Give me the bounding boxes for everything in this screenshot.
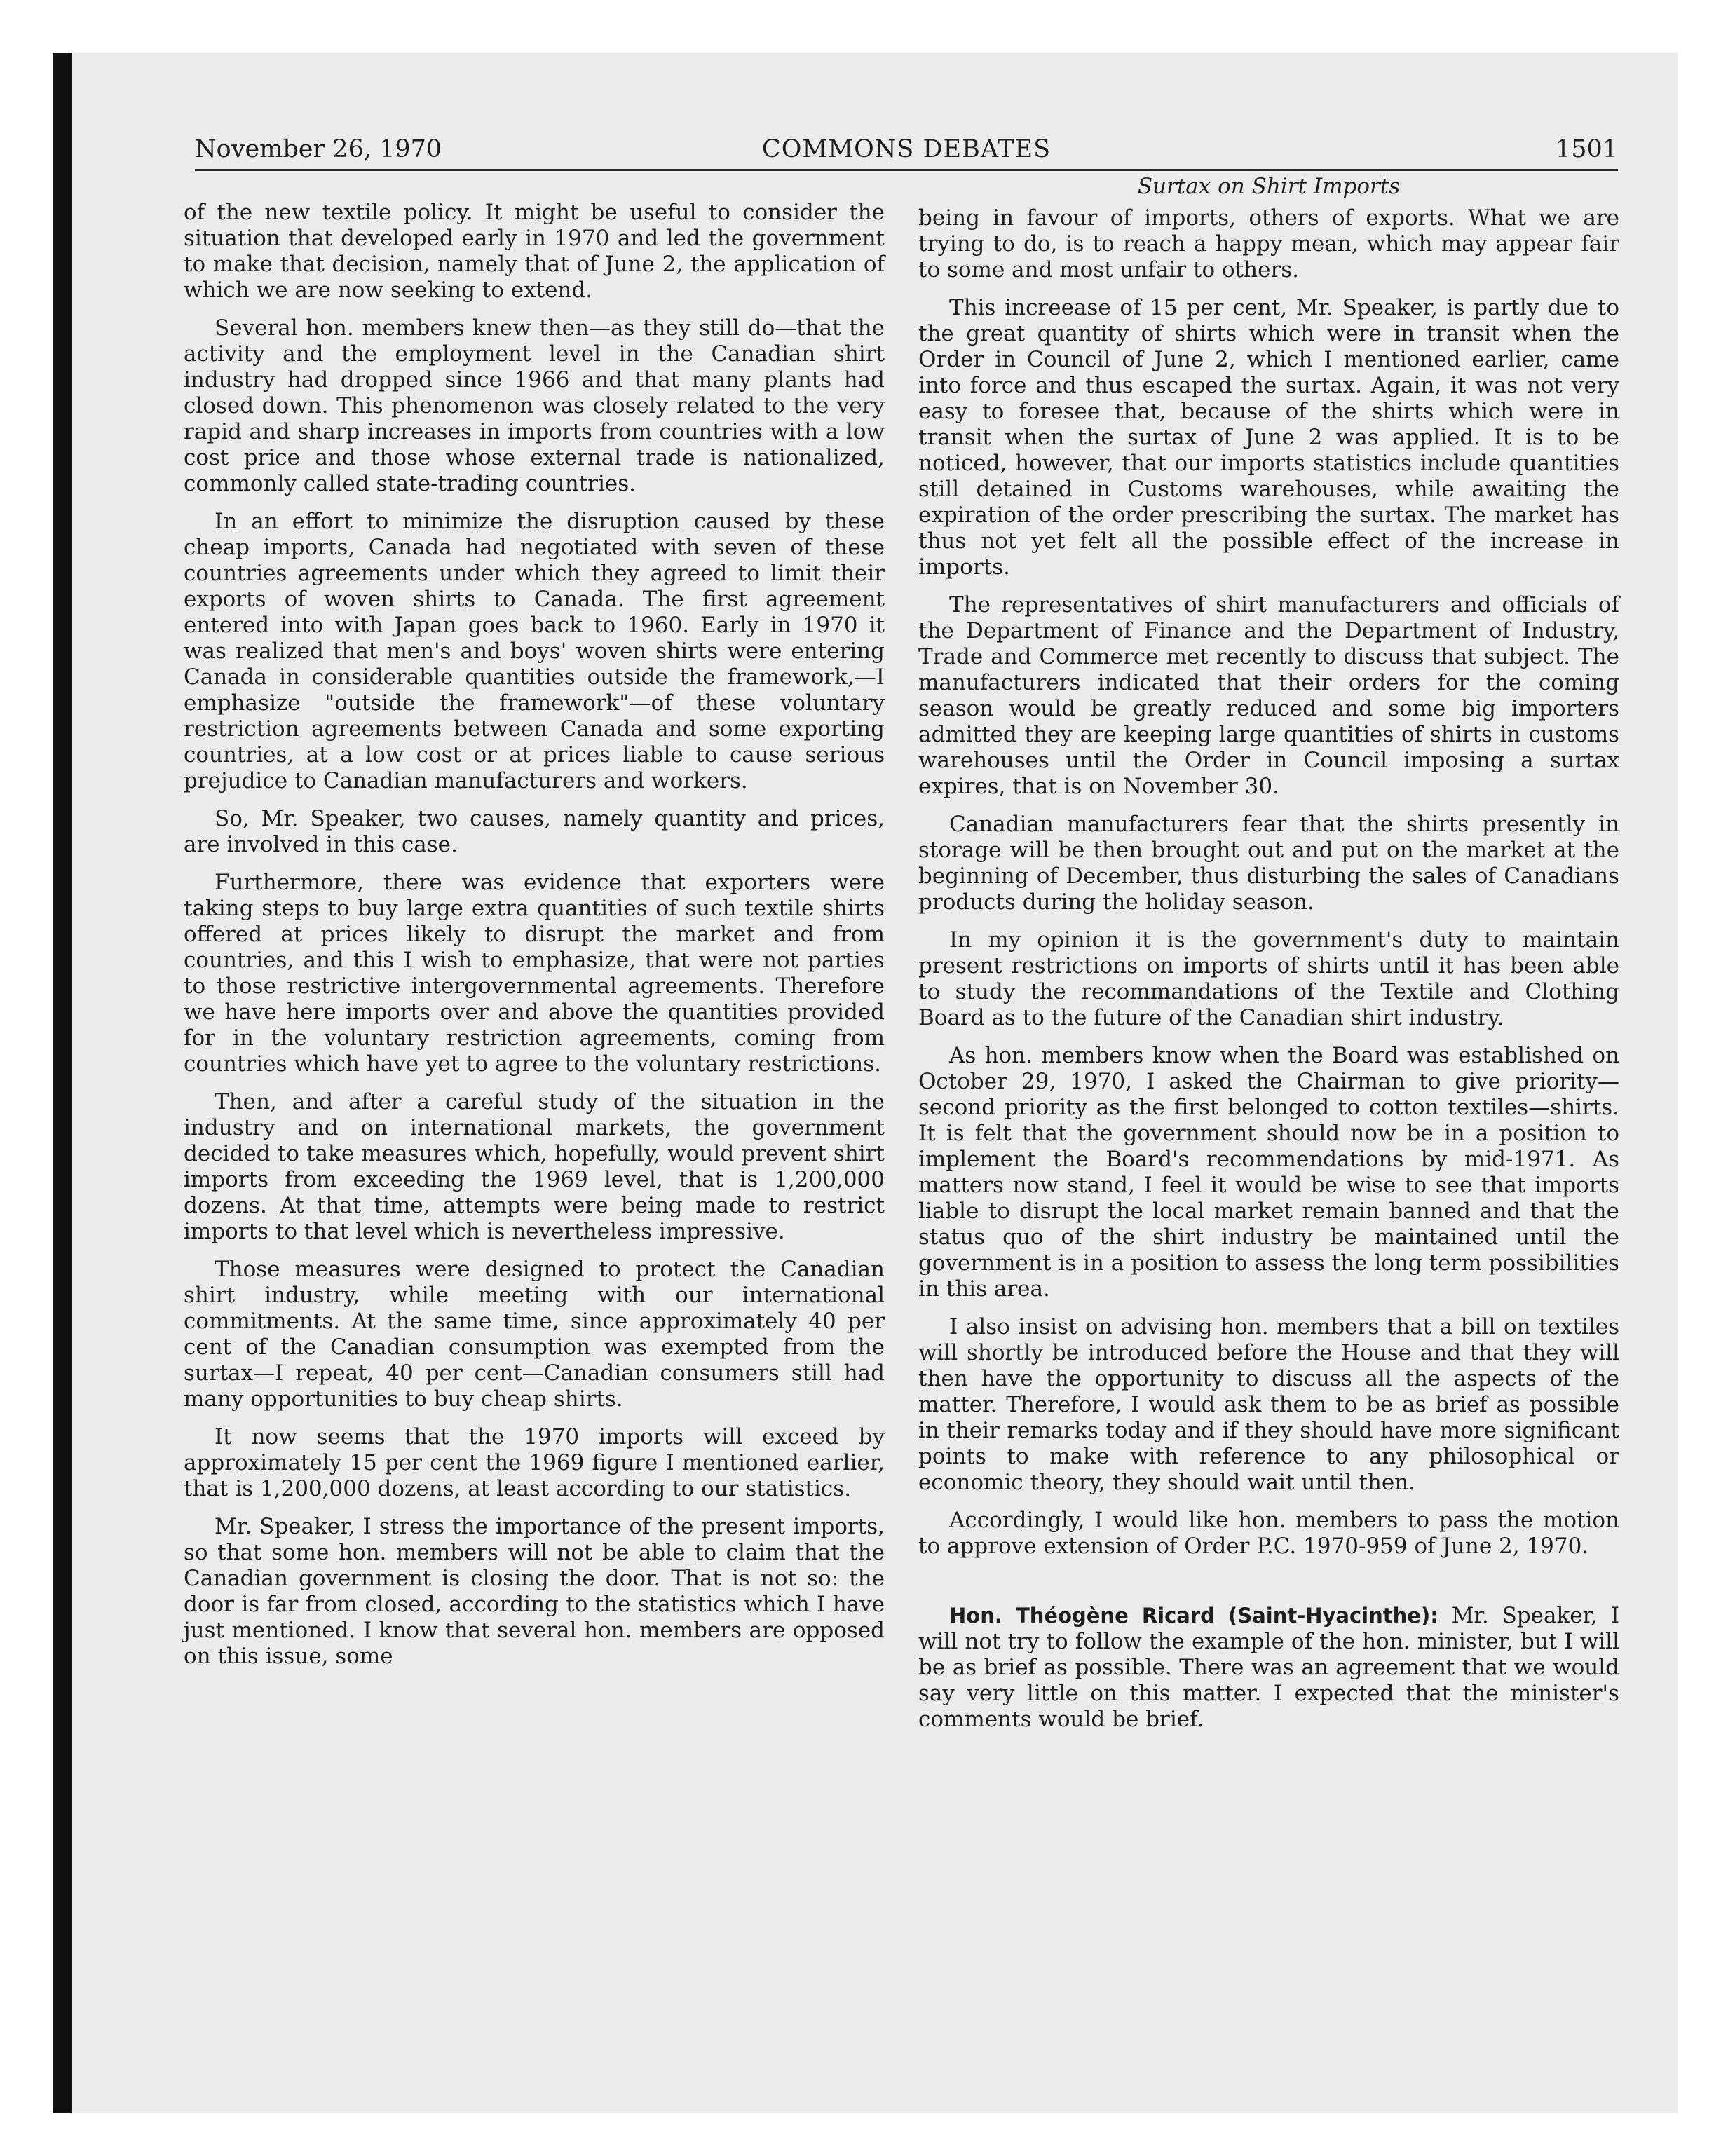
- paragraph: Then, and after a careful study of the situation in the industry and on international markets, the government decided to take measures which, hopefully, would prevent shirt imports from exceeding the 1969 level, that is 1,200,000 dozens. At that time, attempts were being made to restrict imports to that level which is nevertheless impressive.: [184, 1089, 885, 1244]
- paragraph: of the new textile policy. It might be useful to consider the situation that developed early in 1970 and led the government to make that decision, namely that of June 2, the application of which we are now seeking to extend.: [184, 200, 885, 303]
- page-header: [195, 130, 1618, 171]
- paragraph: In an effort to minimize the disruption caused by these cheap imports, Canada had negotiated with seven of these countries agreements under which they agreed to limit their exports of woven shirts to Canada. The first agreement entered into with Japan goes back to 1960. Early in 1970 it was realized that men's and boys' woven shirts were entering Canada in considerable quantities outside the framework,—I emphasize "outside the framework"—of these voluntary restriction agreements between Canada and some exporting countries, at a low cost or at prices liable to cause serious prejudice to Canadian manufacturers and workers.: [184, 509, 885, 793]
- publication-date: November 26, 1970: [195, 135, 442, 163]
- right-column: [918, 174, 1619, 1745]
- paragraph: Furthermore, there was evidence that exporters were taking steps to buy large extra quantities of such textile shirts offered at prices likely to disrupt the market and from countries, and this I wish to emphasize, that were not parties to those restrictive intergovernmental agreements. Therefore we have here imports over and above the quantities provided for in the voluntary restriction agreements, coming from countries which have yet to agree to the voluntary restrictions.: [184, 870, 885, 1077]
- paragraph: Several hon. members knew then—as they still do—that the activity and the employment level in the Canadian shirt industry had dropped since 1966 and that many plants had closed down. This phenomenon was closely related to the very rapid and sharp increases in imports from countries with a low cost price and those whose external trade is nationalized, commonly called state-trading countries.: [184, 315, 885, 496]
- paragraph: So, Mr. Speaker, two causes, namely quantity and prices, are involved in this case.: [184, 806, 885, 857]
- paragraph: being in favour of imports, others of exports. What we are trying to do, is to reach a happy mean, which may appear fair to some and most unfair to others.: [918, 205, 1619, 282]
- paragraph: Canadian manufacturers fear that the shirts presently in storage will be then brought out and put on the market at the beginning of December, thus disturbing the sales of Canadians products during the holiday season.: [918, 812, 1619, 915]
- page-number: 1501: [1555, 135, 1618, 163]
- paragraph: The representatives of shirt manufacturers and officials of the Department of Finance and the Department of Industry, Trade and Commerce met recently to discuss that subject. The manufacturers indicated that their orders for the coming season would be greatly reduced and some big importers admitted they are keeping large quantities of shirts in customs warehouses until the Order in Council imposing a surtax expires, that is on November 30.: [918, 592, 1619, 799]
- paragraph: As hon. members know when the Board was established on October 29, 1970, I asked the Chairman to give priority—second priority as the first belonged to cotton textiles—shirts. It is felt that the government should now be in a position to implement the Board's recommendations by mid-1971. As matters now stand, I feel it would be wise to see that imports liable to disrupt the local market remain banned and that the status quo of the shirt industry be maintained until the government is in a position to assess the long term possibilities in this area.: [918, 1043, 1619, 1302]
- section-title: Surtax on Shirt Imports: [1137, 174, 1401, 199]
- paragraph: In my opinion it is the government's duty to maintain present restrictions on imports of shirts until it has been able to study the recommandations of the Textile and Clothing Board as to the future of the Canadian shirt industry.: [918, 927, 1619, 1030]
- speaker-name: Hon. Théogène Ricard (Saint-Hyacinthe):: [949, 1604, 1438, 1628]
- speech-text: Mr. Speaker, I will not try to follow the example of the hon. minister, but I will be as brief as possible. There was an agreement that we would say very little on this matter. I expected that the minister's comments would be brief.: [918, 1603, 1619, 1732]
- paragraph: Those measures were designed to protect the Canadian shirt industry, while meeting with our international commitments. At the same time, since approximately 40 per cent of the Canadian consumption was exempted from the surtax—I repeat, 40 per cent—Canadian consumers still had many opportunities to buy cheap shirts.: [184, 1257, 885, 1412]
- paragraph: Accordingly, I would like hon. members to pass the motion to approve extension of Order P.C. 1970-959 of June 2, 1970.: [918, 1508, 1619, 1559]
- speech-paragraph: [918, 1603, 1619, 1733]
- paragraph: It now seems that the 1970 imports will exceed by approximately 15 per cent the 1969 figure I mentioned earlier, that is 1,200,000 dozens, at least according to our statistics.: [184, 1424, 885, 1501]
- paragraph: Mr. Speaker, I stress the importance of the present imports, so that some hon. members will not be able to claim that the Canadian government is closing the door. That is not so: the door is far from closed, according to the statistics which I have just mentioned. I know that several hon. members are opposed on this issue, some: [184, 1514, 885, 1669]
- left-column: [184, 200, 885, 1681]
- paragraph: I also insist on advising hon. members that a bill on textiles will shortly be introduced before the House and that they will then have the opportunity to discuss all the aspects of the matter. Therefore, I would ask them to be as brief as possible in their remarks today and if they should have more significant points to make with reference to any philosophical or economic theory, they should wait until then.: [918, 1314, 1619, 1495]
- binding-edge: [53, 53, 72, 2113]
- publication-title: COMMONS DEBATES: [761, 135, 1052, 163]
- paragraph: This increease of 15 per cent, Mr. Speaker, is partly due to the great quantity of shirts which were in transit when the Order in Council of June 2, which I mentioned earlier, came into force and thus escaped the surtax. Again, it was not very easy to foresee that, because of the shirts which were in transit when the surtax of June 2 was applied. It is to be noticed, however, that our imports statistics include quantities still detained in Customs warehouses, while awaiting the expiration of the order prescribing the surtax. The market has thus not yet felt all the possible effect of the increase in imports.: [918, 295, 1619, 580]
